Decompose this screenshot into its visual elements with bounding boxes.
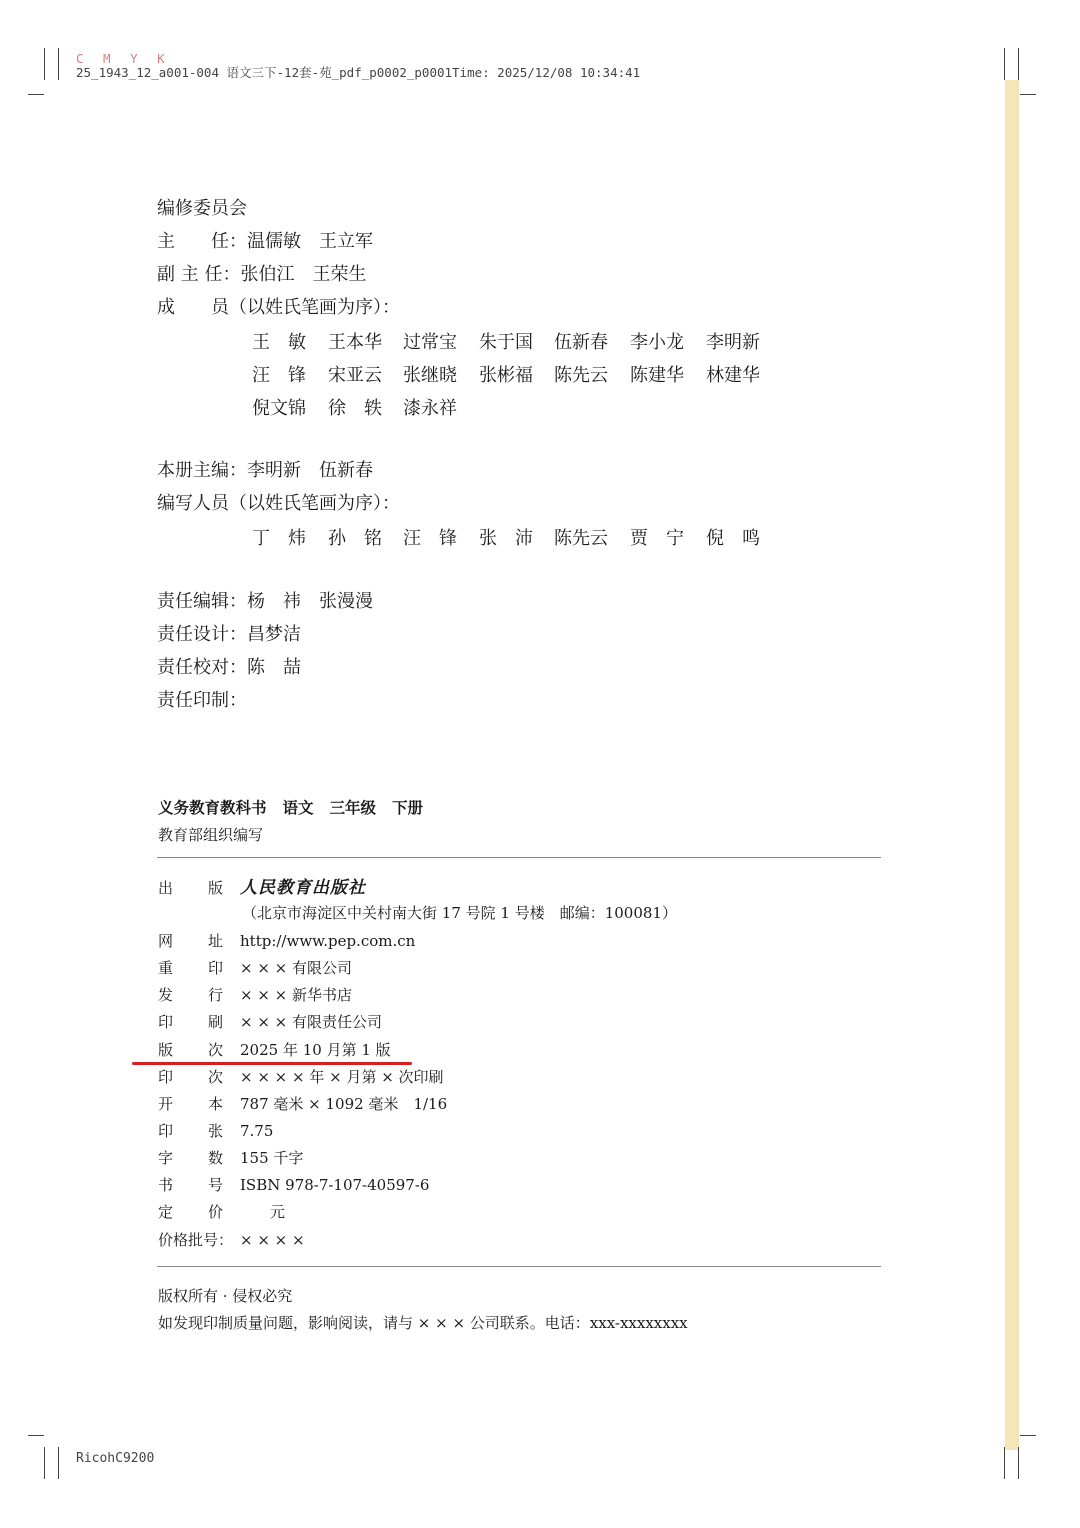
print-job-line: 25_1943_12_a001-004 语文三下-12套-苑_pdf_p0002_p0001Time: 2025/12/08 10:34:41 [76, 65, 641, 80]
responsibility-label: 责任编辑： [157, 591, 247, 612]
member-name: 漆永祥 [403, 398, 457, 419]
crop-mark [1020, 1435, 1036, 1436]
cmyk-marker: C M Y K [76, 51, 171, 66]
pub-key: 书 [158, 1176, 174, 1194]
member-name: 陈建华 [630, 365, 684, 386]
pub-value: 2025 年 10 月第 1 版 [240, 1041, 391, 1059]
vice-chair-label: 副 主 任： [157, 264, 241, 285]
pub-key: 印 [158, 1068, 174, 1086]
crop-mark [1004, 1447, 1005, 1479]
member-name: 王 敏 [252, 332, 306, 353]
vice-chair-names: 张伯江 王荣生 [240, 264, 367, 285]
book-title-part: 语文 [282, 799, 314, 817]
divider [157, 857, 881, 858]
page-edge-strip [1005, 80, 1019, 1450]
pub-key: 印 [208, 959, 224, 977]
compiled-by: 教育部组织编写 [158, 826, 264, 844]
pub-value: http://www.pep.com.cn [240, 932, 416, 950]
responsibility-design [157, 622, 301, 648]
writer-name: 孙 铭 [328, 528, 382, 549]
book-title-part: 义务教育教科书 [158, 799, 267, 817]
member-name: 李明新 [706, 332, 760, 353]
pub-key: 字 [158, 1149, 174, 1167]
chair-label: 主 任： [157, 231, 247, 252]
pub-value: 7.75 [240, 1122, 274, 1140]
book-title-part: 下册 [392, 799, 424, 817]
member-name: 徐 轶 [328, 398, 382, 419]
crop-mark [1018, 1447, 1019, 1479]
responsibility-label: 责任设计： [157, 624, 247, 645]
committee-chair [157, 229, 373, 255]
member-name: 张彬福 [479, 365, 533, 386]
member-name: 王本华 [328, 332, 382, 353]
member-name: 朱于国 [479, 332, 533, 353]
pub-key: 次 [208, 1041, 224, 1059]
crop-mark [58, 48, 59, 80]
pub-value: × × × 有限责任公司 [240, 1013, 383, 1031]
pub-value: × × × 新华书店 [240, 986, 353, 1004]
pub-key: 价 [208, 1203, 224, 1221]
member-name: 倪文锦 [252, 398, 306, 419]
pub-key: 印 [158, 1013, 174, 1031]
pub-key: 刷 [208, 1013, 224, 1031]
quality-contact-notice: 如发现印制质量问题，影响阅读，请与 × × × 公司联系。电话：xxx-xxxxxxxx [158, 1314, 688, 1332]
print-footer: RicohC9200 [76, 1451, 155, 1466]
pub-key: 印 [158, 1122, 174, 1140]
volume-editor [157, 458, 373, 484]
divider [157, 1266, 881, 1267]
book-title [158, 796, 439, 818]
crop-mark [28, 94, 44, 95]
pub-key: 出 [158, 879, 174, 897]
print-header [76, 52, 640, 80]
responsibility-editor [157, 589, 373, 615]
responsibility-value: 陈 喆 [247, 657, 301, 678]
crop-mark [1020, 94, 1036, 95]
pub-key: 定 [158, 1203, 174, 1221]
pub-key: 价格批号： [158, 1231, 234, 1249]
pub-key: 次 [208, 1068, 224, 1086]
responsibility-value: 杨 祎 张漫漫 [247, 591, 373, 612]
member-name: 伍新春 [554, 332, 608, 353]
pub-key: 重 [158, 959, 174, 977]
writer-name: 汪 锋 [403, 528, 457, 549]
pub-key: 址 [208, 932, 224, 950]
pub-key: 行 [208, 986, 224, 1004]
pub-value: ISBN 978-7-107-40597-6 [240, 1176, 430, 1194]
crop-mark [58, 1447, 59, 1479]
responsibility-label: 责任校对： [157, 657, 247, 678]
member-name: 汪 锋 [252, 365, 306, 386]
pub-value: （北京市海淀区中关村南大街 17 号院 1 号楼 邮编：100081） [242, 904, 677, 922]
crop-mark [28, 1435, 44, 1436]
responsibility-printing [157, 688, 247, 714]
edition-highlight-underline [132, 1062, 412, 1065]
pub-value: × × × × [240, 1231, 305, 1249]
pub-key: 开 [158, 1095, 174, 1113]
writer-name: 丁 炜 [252, 528, 306, 549]
writer-name: 贾 宁 [630, 528, 684, 549]
member-name: 张继晓 [403, 365, 457, 386]
writers-label: 编写人员（以姓氏笔画为序）： [157, 493, 400, 514]
pub-value: 元 [240, 1203, 286, 1221]
responsibility-label: 责任印制： [157, 690, 247, 711]
volume-editor-label: 本册主编： [157, 460, 247, 481]
pub-key: 本 [208, 1095, 224, 1113]
crop-mark [1018, 48, 1019, 80]
pub-value: 155 千字 [240, 1149, 304, 1167]
copyright-notice: 版权所有 · 侵权必究 [158, 1287, 293, 1305]
pub-key: 号 [208, 1176, 224, 1194]
pub-key: 张 [208, 1122, 224, 1140]
pub-key: 版 [208, 879, 224, 897]
member-name: 宋亚云 [328, 365, 382, 386]
crop-mark [44, 1447, 45, 1479]
member-name: 林建华 [706, 365, 760, 386]
member-name: 李小龙 [630, 332, 684, 353]
writer-name: 倪 鸣 [706, 528, 760, 549]
pub-key: 版 [158, 1041, 174, 1059]
chair-names: 温儒敏 王立军 [247, 231, 373, 252]
pub-key: 发 [158, 986, 174, 1004]
pub-key: 数 [208, 1149, 224, 1167]
volume-editor-names: 李明新 伍新春 [247, 460, 373, 481]
publisher-logo: 人民教育出版社 [240, 878, 366, 898]
members-label: 成 员（以姓氏笔画为序）： [157, 297, 400, 318]
responsibility-value: 昌梦洁 [247, 624, 301, 645]
member-name: 过常宝 [403, 332, 457, 353]
writer-name: 张 沛 [479, 528, 533, 549]
responsibility-proofreading [157, 655, 301, 681]
book-title-part: 三年级 [329, 799, 377, 817]
crop-mark [44, 48, 45, 80]
pub-key: 网 [158, 932, 174, 950]
committee-vice-chair [157, 262, 366, 288]
member-name: 陈先云 [554, 365, 608, 386]
writer-name: 陈先云 [554, 528, 608, 549]
pub-value: 787 毫米 × 1092 毫米 1/16 [240, 1095, 448, 1113]
pub-value: × × × 有限公司 [240, 959, 353, 977]
pub-value: × × × × 年 × 月第 × 次印刷 [240, 1068, 444, 1086]
committee-title: 编修委员会 [157, 198, 247, 219]
crop-mark [1004, 48, 1005, 80]
